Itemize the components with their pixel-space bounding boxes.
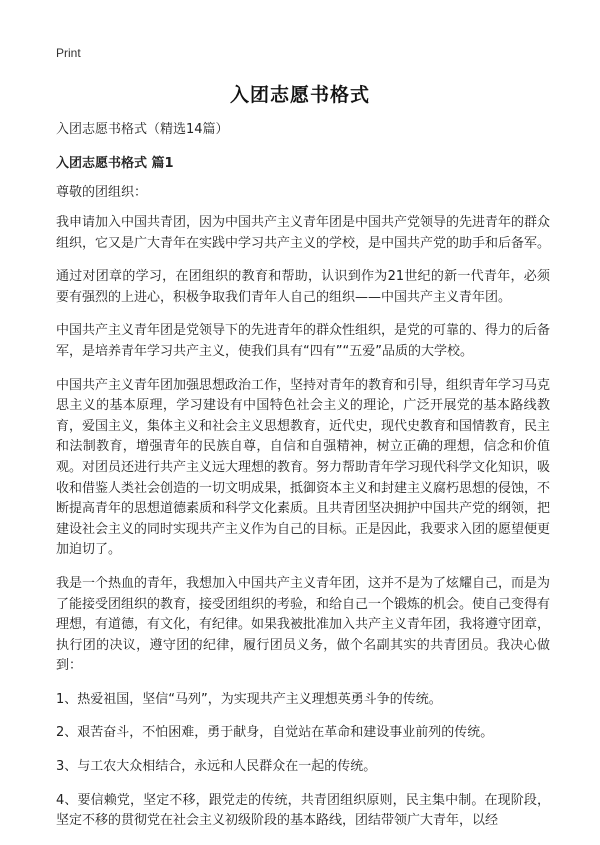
paragraph-5: 我是一个热血的青年，我想加入中国共产主义青年团，这并不是为了炫耀自己，而是为了能接受团组织的教育，接受团组织的考验，和给自己一个锻炼的机会。使自己变得有理想，有道德，有文化，有纪律。如果我被批准加入共产主义青年团，我将遵守团章，执行团的决议，遵守团的纪律，履行团员义务，做个名副其实的共青团员。我决心做到： (56, 575, 551, 674)
section-heading: 入团志愿书格式 篇1 (56, 156, 174, 171)
paragraph-1: 我申请加入中国共青团，因为中国共产主义青年团是中国共产党领导的先进青年的群众组织，它又是广大青年在实践中学习共产主义的学校，是中国共产党的助手和后备军。 (56, 215, 551, 251)
print-label: Print (56, 46, 81, 60)
list-item-4: 4、要信赖党，坚定不移，跟党走的传统，共青团组织原则，民主集中制。在现阶段，坚定不移的贯彻党在社会主义初级阶段的基本路线，团结带领广大青年，以经 (56, 792, 550, 829)
list-item-3: 3、与工农大众相结合，永远和人民群众在一起的传统。 (56, 759, 377, 775)
document-subtitle: 入团志愿书格式（精选14篇） (56, 122, 229, 137)
document-title: 入团志愿书格式 (229, 84, 370, 106)
list-item-2: 2、艰苦奋斗，不怕困难，勇于献身，自觉站在革命和建设事业前列的传统。 (56, 725, 494, 741)
greeting: 尊敬的团组织： (56, 185, 148, 200)
paragraph-2: 通过对团章的学习，在团组织的教育和帮助，认识到作为21世纪的新一代青年，必须要有强烈的上进心，积极争取我们青年人自己的组织——中国共产主义青年团。 (56, 269, 550, 305)
document-body (56, 120, 550, 845)
list-item-1: 1、热爱祖国，坚信“马列”，为实现共产主义理想英勇斗争的传统。 (56, 691, 442, 707)
paragraph-4: 中国共产主义青年团加强思想政治工作，坚持对青年的教育和引导，组织青年学习马克思主义的基本原理，学习建设有中国特色社会主义的理论，广泛开展党的基本路线教育，爱国主义，集体主义和社会主义思想教育，近代史，现代史教育和国情教育，民主和法制教育，增强青年的民族自尊，自信和自强精神，树立正确的理想，信念和价值观。对团员还进行共产主义远大理想的教育。努力帮助青年学习现代科学文化知识，吸收和借鉴人类社会创造的一切文明成果，抵御资本主义和封建主义腐朽思想的侵蚀，不断提高青年的思想道德素质和科学文化素质。且共青团坚决拥护中国共产党的纲领，把建设社会主义的同时实现共产主义作为自己的目标。正是因此，我要求入团的愿望便更加迫切了。 (56, 377, 551, 558)
paragraph-3: 中国共产主义青年团是党领导下的先进青年的群众性组织，是党的可靠的、得力的后备军，是培养青年学习共产主义，使我们具有“四有”“五爱”品质的大学校。 (56, 323, 551, 359)
